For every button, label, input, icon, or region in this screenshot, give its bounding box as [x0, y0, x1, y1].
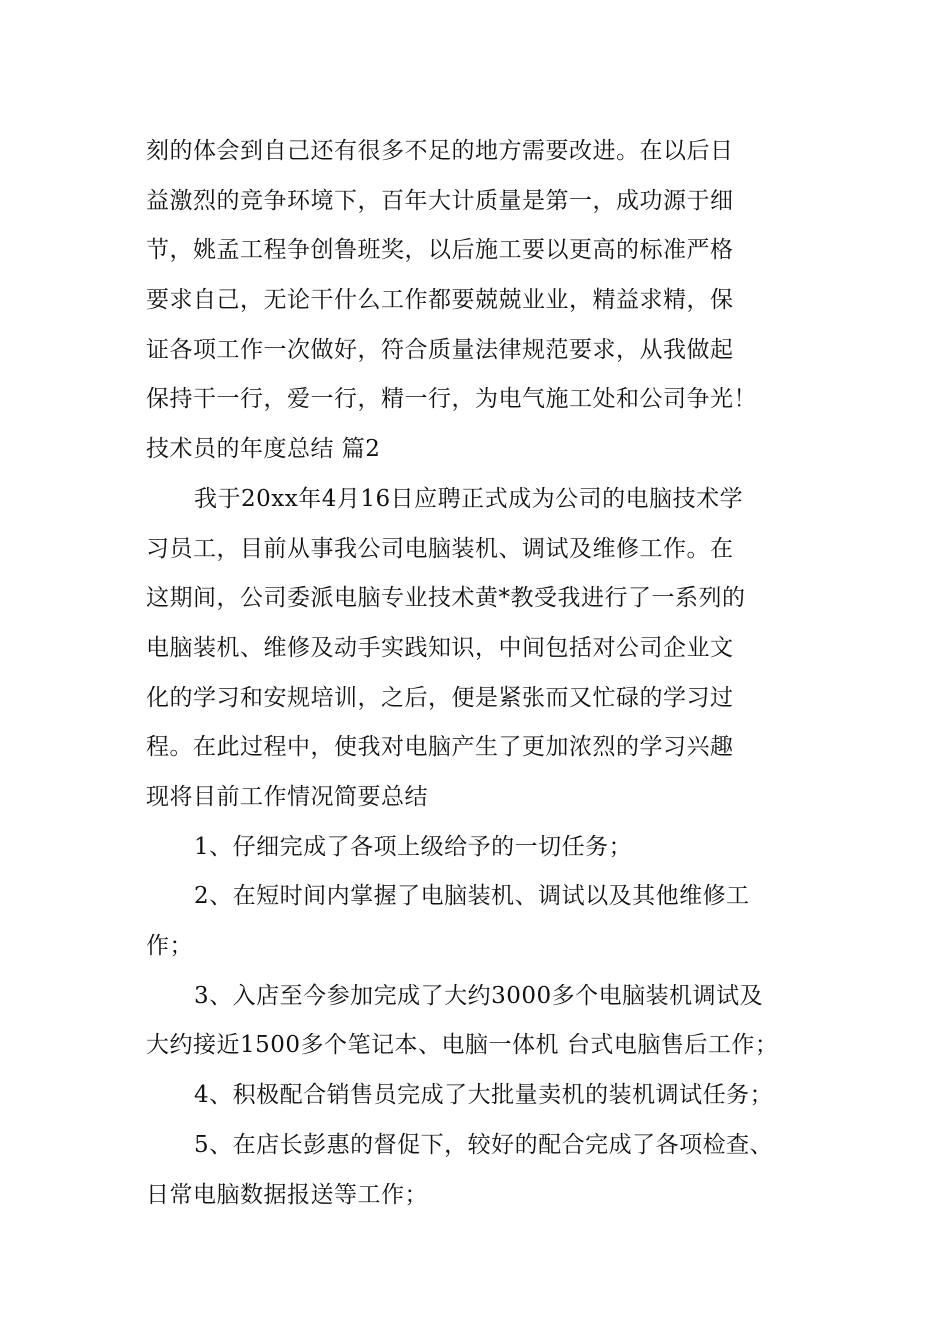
list-item: 4、积极配合销售员完成了大批量卖机的装机调试任务； — [194, 1082, 774, 1108]
paragraph-line: 保持干一行，爱一行，精一行，为电气施工处和公司争光！ — [146, 386, 757, 412]
paragraph-line: 习员工，目前从事我公司电脑装机、调试及维修工作。在 — [146, 536, 734, 562]
paragraph-line: 现将目前工作情况简要总结 — [146, 784, 428, 810]
paragraph-line: 证各项工作一次做好，符合质量法律规范要求，从我做起 — [146, 337, 734, 363]
paragraph-line: 化的学习和安规培训，之后，便是紧张而又忙碌的学习过 — [146, 685, 734, 711]
section-heading: 技术员的年度总结 篇2 — [146, 436, 381, 462]
paragraph-line: 电脑装机、维修及动手实践知识，中间包括对公司企业文 — [146, 635, 734, 661]
paragraph-line: 这期间，公司委派电脑专业技术黄*教受我进行了一系列的 — [146, 585, 746, 611]
paragraph-line: 程。在此过程中，使我对电脑产生了更加浓烈的学习兴趣 — [146, 734, 734, 760]
paragraph-line: 刻的体会到自己还有很多不足的地方需要改进。在以后日 — [146, 138, 734, 164]
paragraph-line: 我于20xx年4月16日应聘正式成为公司的电脑技术学 — [194, 486, 744, 512]
paragraph-line: 节，姚孟工程争创鲁班奖，以后施工要以更高的标准严格 — [146, 237, 734, 263]
list-item-continuation: 日常电脑数据报送等工作； — [146, 1182, 428, 1208]
paragraph-line: 要求自己，无论干什么工作都要兢兢业业，精益求精，保 — [146, 287, 734, 313]
list-item: 2、在短时间内掌握了电脑装机、调试以及其他维修工 — [194, 883, 750, 909]
list-item: 1、仔细完成了各项上级给予的一切任务； — [194, 834, 633, 860]
list-item: 5、在店长彭惠的督促下，较好的配合完成了各项检查、 — [194, 1132, 774, 1158]
paragraph-line: 益激烈的竞争环境下，百年大计质量是第一，成功源于细 — [146, 188, 734, 214]
list-item-continuation: 作； — [146, 933, 193, 959]
list-item: 3、入店至今参加完成了大约3000多个电脑装机调试及 — [194, 983, 764, 1009]
list-item-continuation: 大约接近1500多个笔记本、电脑一体机 台式电脑售后工作； — [146, 1032, 779, 1058]
